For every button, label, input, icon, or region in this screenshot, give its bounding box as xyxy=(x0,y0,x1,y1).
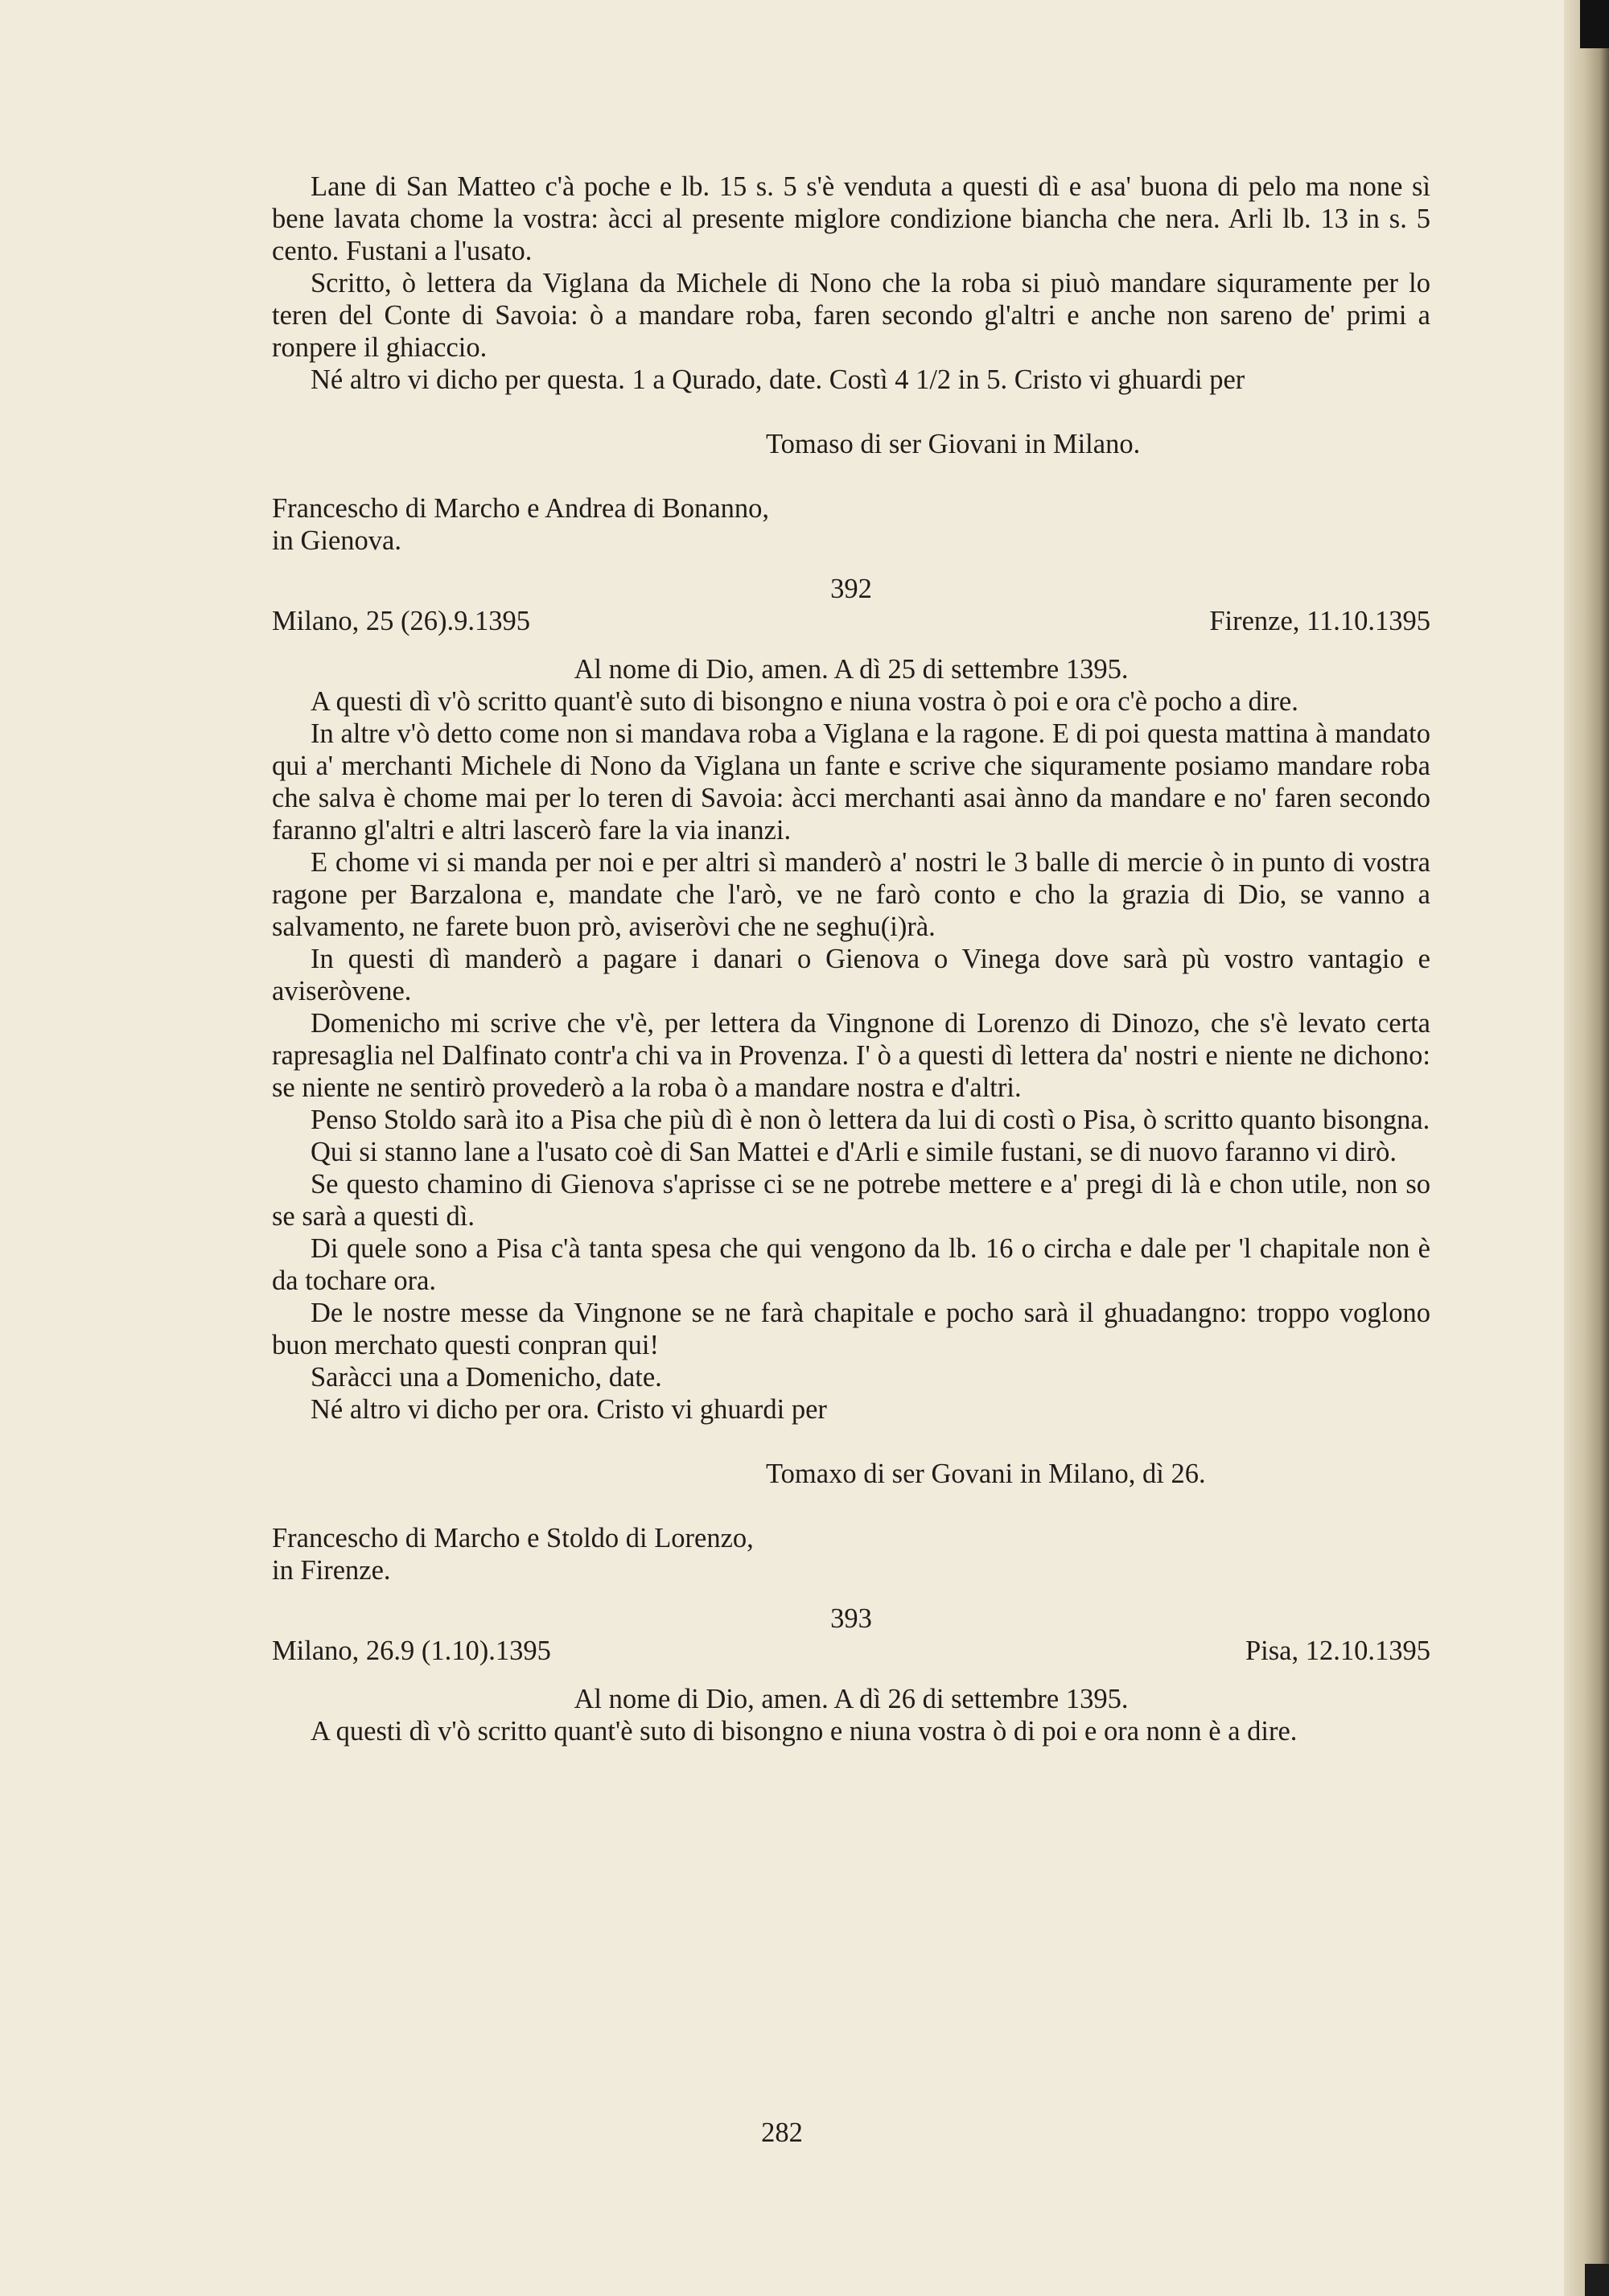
dateline xyxy=(272,1635,1430,1667)
page-edge xyxy=(1564,0,1609,2296)
paragraph: Domenicho mi scrive che v'è, per lettera da Vingnone di Lorenzo di Dinozo, che s'è levato certa rapresaglia nel Dalfinato contr'a chi va in Provenza. I' ò a questi dì lettera da' nostri e niente ne dichono: se niente ne sentirò provederò a la roba ò a mandare nostra e d'altri. xyxy=(272,1008,1430,1103)
address-block xyxy=(272,492,1430,557)
page-number: 282 xyxy=(761,2117,803,2148)
page-corner-bottom xyxy=(1585,2264,1609,2296)
paragraph: Saràcci una a Domenicho, date. xyxy=(311,1362,662,1393)
paragraph: Di quele sono a Pisa c'à tanta spesa che qui vengono da lb. 16 o circha e dale per 'l chapitale non è da tochare ora. xyxy=(272,1233,1430,1296)
origin-date: Milano, 26.9 (1.10).1395 xyxy=(272,1636,551,1666)
letter-392 xyxy=(272,573,1430,1586)
destination-date: Firenze, 11.10.1395 xyxy=(1209,606,1430,636)
paragraph: A questi dì v'ò scritto quant'è suto di bisongno e niuna vostra ò poi e ora c'è pocho a dire. xyxy=(311,686,1298,717)
page-corner-top xyxy=(1580,0,1609,48)
letter-393 xyxy=(272,1603,1430,1747)
paragraph: Penso Stoldo sarà ito a Pisa che più dì è non ò lettera da lui di costì o Pisa, ò scritto quanto bisongna. xyxy=(311,1105,1430,1135)
paragraph: Qui si stanno lane a l'usato coè di San Mattei e d'Arli e simile fustani, se di nuovo faranno vi dirò. xyxy=(311,1137,1397,1167)
address-block xyxy=(272,1522,1430,1586)
letter-391-tail xyxy=(272,171,1430,557)
address-line: in Firenze. xyxy=(272,1555,391,1586)
address-line: Francescho di Marcho e Andrea di Bonanno, xyxy=(272,493,769,524)
letter-number: 392 xyxy=(830,574,872,604)
paragraph: A questi dì v'ò scritto quant'è suto di bisongno e niuna vostra ò di poi e ora nonn è a dire. xyxy=(311,1716,1298,1747)
signature: Tomaso di ser Giovani in Milano. xyxy=(766,429,1141,459)
paragraph: In altre v'ò detto come non si mandava roba a Viglana e la ragone. E di poi questa mattina à mandato qui a' merchanti Michele di Nono da Viglana un fante e scrive che siquramente posiamo mandare roba che salva è chome mai per lo teren di Savoia: àcci merchanti asai ànno da mandare e no' faren secondo faranno gl'altri e altri lascerò fare la via inanzi. xyxy=(272,718,1430,846)
page-body xyxy=(272,171,1430,1747)
invocation: Al nome di Dio, amen. A dì 26 di settembre 1395. xyxy=(574,1684,1129,1714)
paragraph: Se questo chamino di Gienova s'aprisse ci se ne potrebe mettere e a' pregi di là e chon utile, non so se sarà a questi dì. xyxy=(272,1169,1430,1232)
origin-date: Milano, 25 (26).9.1395 xyxy=(272,606,531,636)
paragraph: De le nostre messe da Vingnone se ne farà chapitale e pocho sarà il ghuadangno: troppo voglono buon merchato questi conpran qui! xyxy=(272,1298,1430,1360)
destination-date: Pisa, 12.10.1395 xyxy=(1245,1636,1430,1666)
paragraph: Lane di San Matteo c'à poche e lb. 15 s. 5 s'è venduta a questi dì e asa' buona di pelo ma none sì bene lavata chome la vostra: àcci al presente miglore condizione biancha che nera. Arli lb. 13 in s. 5 cento. Fustani a l'usato. xyxy=(272,171,1430,266)
paragraph: E chome vi si manda per noi e per altri sì manderò a' nostri le 3 balle di mercie ò in punto di vostra ragone per Barzalona e, mandate che l'arò, ve ne farò conto e cho la grazia di Dio, se vanno a salvamento, ne farete buon prò, aviseròvi che ne seghu(i)rà. xyxy=(272,847,1430,942)
address-line: in Gienova. xyxy=(272,525,401,556)
signature: Tomaxo di ser Govani in Milano, dì 26. xyxy=(766,1459,1206,1489)
letter-number: 393 xyxy=(830,1603,872,1634)
paragraph: In questi dì manderò a pagare i danari o Gienova o Vinega dove sarà pù vostro vantagio e aviseròvene. xyxy=(272,944,1430,1006)
paragraph: Né altro vi dicho per questa. 1 a Qurado, date. Costì 4 1/2 in 5. Cristo vi ghuardi per xyxy=(311,364,1245,395)
dateline xyxy=(272,605,1430,637)
invocation: Al nome di Dio, amen. A dì 25 di settembre 1395. xyxy=(574,654,1129,685)
address-line: Francescho di Marcho e Stoldo di Lorenzo, xyxy=(272,1523,754,1553)
paragraph: Scritto, ò lettera da Viglana da Michele di Nono che la roba si piuò mandare siquramente per lo teren del Conte di Savoia: ò a mandare roba, faren secondo gl'altri e anche non sareno de' primi a ronpere il ghiaccio. xyxy=(272,268,1430,363)
paragraph: Né altro vi dicho per ora. Cristo vi ghuardi per xyxy=(311,1394,827,1425)
